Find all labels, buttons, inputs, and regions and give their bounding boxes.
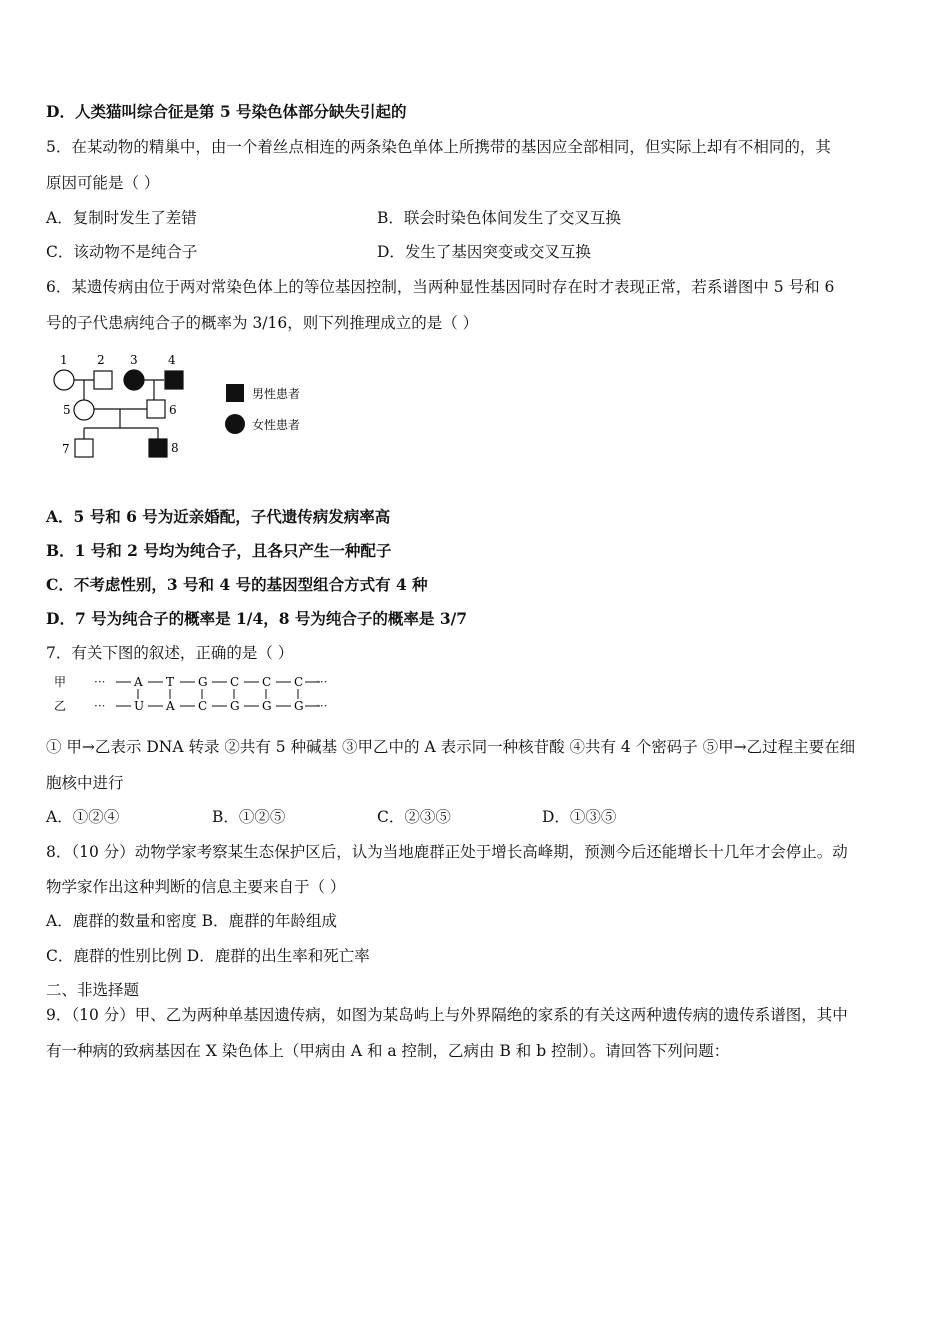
svg-text:···: ··· — [316, 699, 328, 713]
q4-option-d: D．人类猫叫综合征是第 5 号染色体部分缺失引起的 — [46, 102, 407, 121]
label-3: 3 — [130, 353, 138, 367]
q6-option-a: A．5 号和 6 号为近亲婚配，子代遗传病发病率高 — [46, 507, 391, 526]
q6-option-b: B．1 号和 2 号均为纯合子，且各只产生一种配子 — [46, 541, 392, 560]
q6-stem-line1: 6．某遗传病由位于两对常染色体上的等位基因控制，当两种显性基因同时存在时才表现正常，若系谱图中 5 号和 6 — [46, 278, 835, 296]
q9-stem-line1: 9．（10 分）甲、乙为两种单基因遗传病，如图为某岛屿上与外界隔绝的家系的有关这两种遗传病的遗传系谱图，其中 — [46, 1006, 848, 1024]
legend-male-label: 男性患者 — [252, 387, 301, 401]
q5-stem-line1: 5．在某动物的精巢中，由一个着丝点相连的两条染色单体上所携带的基因应全部相同，但实际上却有不相同的，其 — [46, 138, 831, 156]
legend-female-symbol — [225, 414, 245, 434]
label-5: 5 — [63, 403, 71, 417]
base-bottom-5: G — [294, 699, 304, 713]
svg-text:···: ··· — [94, 675, 106, 689]
label-1: 1 — [60, 353, 68, 367]
q9-stem-line2: 有一种病的致病基因在 X 染色体上（甲病由 A 和 a 控制，乙病由 B 和 b 控制）。请回答下列问题： — [46, 1042, 730, 1060]
strand-top-label: 甲 — [54, 675, 67, 689]
pedigree-chart — [46, 348, 346, 463]
q5-option-c: C．该动物不是纯合子 — [46, 243, 198, 261]
q8-stem-line2: 物学家作出这种判断的信息主要来自于（ ） — [46, 878, 346, 896]
q5-stem-line2: 原因可能是（ ） — [46, 174, 160, 192]
individual-2-male — [94, 371, 112, 389]
q5-option-b: B．联会时染色体间发生了交叉互换 — [377, 209, 621, 227]
q7-option-c: C．②③⑤ — [377, 808, 451, 826]
legend-female-label: 女性患者 — [252, 418, 301, 432]
individual-4-male-affected — [165, 371, 183, 389]
legend-male-symbol — [226, 384, 244, 402]
q7-option-a: A．①②④ — [46, 808, 120, 826]
svg-text:···: ··· — [94, 699, 106, 713]
q6-stem-line2: 号的子代患病纯合子的概率为 3/16，则下列推理成立的是（ ） — [46, 314, 479, 332]
label-4: 4 — [168, 353, 176, 367]
q6-option-c: C．不考虑性别，3 号和 4 号的基因型组合方式有 4 种 — [46, 575, 428, 594]
q7-statements-line2: 胞核中进行 — [46, 774, 124, 792]
q7-option-b: B．①②⑤ — [212, 808, 286, 826]
base-top-5: C — [294, 675, 304, 689]
q8-stem-line1: 8．（10 分）动物学家考察某生态保护区后，认为当地鹿群正处于增长高峰期，预测今后还能增长十几年才会停止。动 — [46, 843, 848, 861]
label-8: 8 — [171, 441, 179, 455]
base-bottom-2: C — [198, 699, 208, 713]
base-bottom-0: U — [134, 699, 145, 713]
q7-stem: 7．有关下图的叙述，正确的是（ ） — [46, 644, 294, 662]
q7-option-d: D．①③⑤ — [542, 808, 617, 826]
individual-1-female — [54, 370, 74, 390]
nucleotide-sequence-figure — [46, 672, 346, 716]
base-bottom-4: G — [262, 699, 272, 713]
base-bottom-3: G — [230, 699, 240, 713]
individual-3-female-affected — [124, 370, 144, 390]
base-top-2: G — [198, 675, 208, 689]
svg-text:···: ··· — [316, 675, 328, 689]
base-top-1: T — [166, 675, 175, 689]
base-top-3: C — [230, 675, 240, 689]
individual-8-male-affected — [149, 439, 167, 457]
q7-statements-line1: ① 甲→乙表示 DNA 转录 ②共有 5 种碱基 ③甲乙中的 A 表示同一种核苷酸 ④共有 4 个密码子 ⑤甲→乙过程主要在细 — [46, 738, 856, 756]
label-2: 2 — [97, 353, 105, 367]
label-6: 6 — [169, 403, 177, 417]
section-2-title: 二、非选择题 — [46, 981, 140, 999]
individual-5-female — [74, 400, 94, 420]
q8-options-line2: C．鹿群的性别比例 D．鹿群的出生率和死亡率 — [46, 947, 370, 965]
q5-option-d: D．发生了基因突变或交叉互换 — [377, 243, 591, 261]
q6-option-d: D．7 号为纯合子的概率是 1/4，8 号为纯合子的概率是 3/7 — [46, 609, 468, 628]
base-bottom-1: A — [166, 699, 175, 713]
base-top-0: A — [134, 675, 143, 689]
q5-option-a: A．复制时发生了差错 — [46, 209, 197, 227]
strand-bottom-label: 乙 — [54, 699, 67, 713]
base-top-4: C — [262, 675, 272, 689]
q8-options-line1: A．鹿群的数量和密度 B．鹿群的年龄组成 — [46, 912, 338, 930]
individual-6-male — [147, 400, 165, 418]
label-7: 7 — [62, 442, 70, 456]
individual-7-male — [75, 439, 93, 457]
